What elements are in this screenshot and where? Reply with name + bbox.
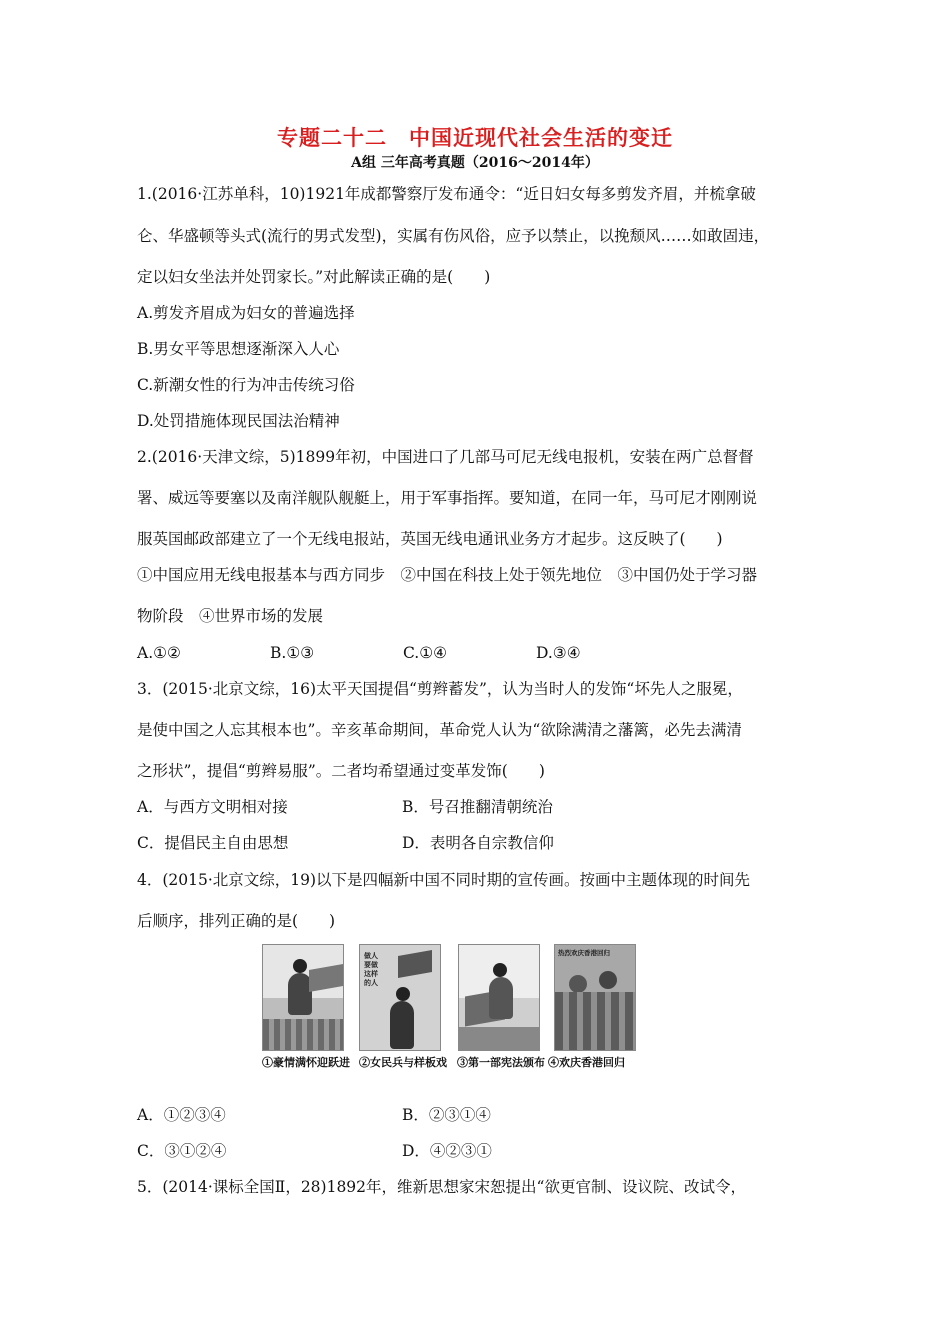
- question-1-line-1: 1.(2016·江苏单科，10)1921年成都警察厅发布通令：“近日妇女每多剪发齐眉，并梳拿破: [137, 185, 756, 203]
- poster-2-image: [359, 944, 441, 1051]
- propaganda-posters-figure: [262, 944, 634, 1070]
- question-2-line-1: 2.(2016·天津文综，5)1899年初，中国进口了几部马可尼无线电报机，安装在两广总督督: [137, 448, 754, 466]
- question-4-option-d: D．④②③①: [402, 1142, 492, 1160]
- question-3-option-a: A．与西方文明相对接: [137, 798, 288, 816]
- poster-1-caption: ①豪情满怀迎跃进: [262, 1056, 350, 1069]
- question-3-line-1: 3．(2015·北京文综，16)太平天国提倡“剪辫蓄发”，认为当时人的发饰“坏先人之服冕，: [137, 680, 743, 698]
- question-2-line-4: ①中国应用无线电报基本与西方同步 ②中国在科技上处于领先地位 ③中国仍处于学习器: [137, 566, 758, 584]
- question-3-line-2: 是使中国之人忘其根本也”。辛亥革命期间，革命党人认为“欲除满清之藩篱，必先去满清: [137, 721, 742, 739]
- poster-3-caption: ③第一部宪法颁布: [457, 1056, 545, 1069]
- question-1-line-2: 仑、华盛顿等头式(流行的男式发型)，实属有伤风俗，应予以禁止，以挽颓风……如敢固违，: [137, 227, 770, 245]
- question-1-option-c: C.新潮女性的行为冲击传统习俗: [137, 376, 355, 394]
- poster-2-text: 做人要做这样的人: [364, 951, 378, 987]
- question-4-option-a: A．①②③④: [137, 1106, 226, 1124]
- question-3-option-c: C．提倡民主自由思想: [137, 834, 289, 852]
- question-1-option-d: D.处罚措施体现民国法治精神: [137, 412, 340, 430]
- question-2-option-c: C.①④: [403, 644, 448, 662]
- poster-4-caption: ④欢庆香港回归: [548, 1056, 625, 1069]
- question-2-line-2: 署、威远等要塞以及南洋舰队舰艇上，用于军事指挥。要知道，在同一年，马可尼才刚刚说: [137, 489, 758, 507]
- question-3-option-d: D．表明各自宗教信仰: [402, 834, 554, 852]
- question-3-line-3: 之形状”，提倡“剪辫易服”。二者均希望通过变革发饰( ): [137, 762, 545, 780]
- question-2-option-d: D.③④: [536, 644, 581, 662]
- question-4-line-2: 后顺序，排列正确的是( ): [137, 912, 336, 930]
- question-2-option-b: B.①③: [270, 644, 315, 662]
- question-2-option-a: A.①②: [137, 644, 181, 662]
- question-1-line-3: 定以妇女坐法并处罚家长。”对此解读正确的是( ): [137, 268, 491, 286]
- question-3-option-b: B．号召推翻清朝统治: [402, 798, 553, 816]
- question-4-option-b: B．②③①④: [402, 1106, 491, 1124]
- question-5-line-1: 5．(2014·课标全国Ⅱ，28)1892年，维新思想家宋恕提出“欲更官制、设议院、改试令，: [137, 1178, 746, 1196]
- question-1-option-b: B.男女平等思想逐渐深入人心: [137, 340, 340, 358]
- page-title: 专题二十二 中国近现代社会生活的变迁: [277, 125, 673, 150]
- question-1-option-a: A.剪发齐眉成为妇女的普遍选择: [137, 304, 355, 322]
- poster-3-image: [458, 944, 540, 1051]
- question-2-line-5: 物阶段 ④世界市场的发展: [137, 607, 324, 625]
- poster-4-image: [554, 944, 636, 1051]
- poster-1-image: [262, 944, 344, 1051]
- question-4-line-1: 4．(2015·北京文综，19)以下是四幅新中国不同时期的宣传画。按画中主题体现的时间先: [137, 871, 751, 889]
- question-4-option-c: C．③①②④: [137, 1142, 227, 1160]
- poster-4-text: 热烈欢庆香港回归: [558, 949, 610, 957]
- poster-2-caption: ②女民兵与样板戏: [359, 1056, 447, 1069]
- page-subtitle: A组 三年高考真题（2016～2014年）: [351, 155, 599, 171]
- question-2-line-3: 服英国邮政部建立了一个无线电报站，英国无线电通讯业务方才起步。这反映了( ): [137, 530, 723, 548]
